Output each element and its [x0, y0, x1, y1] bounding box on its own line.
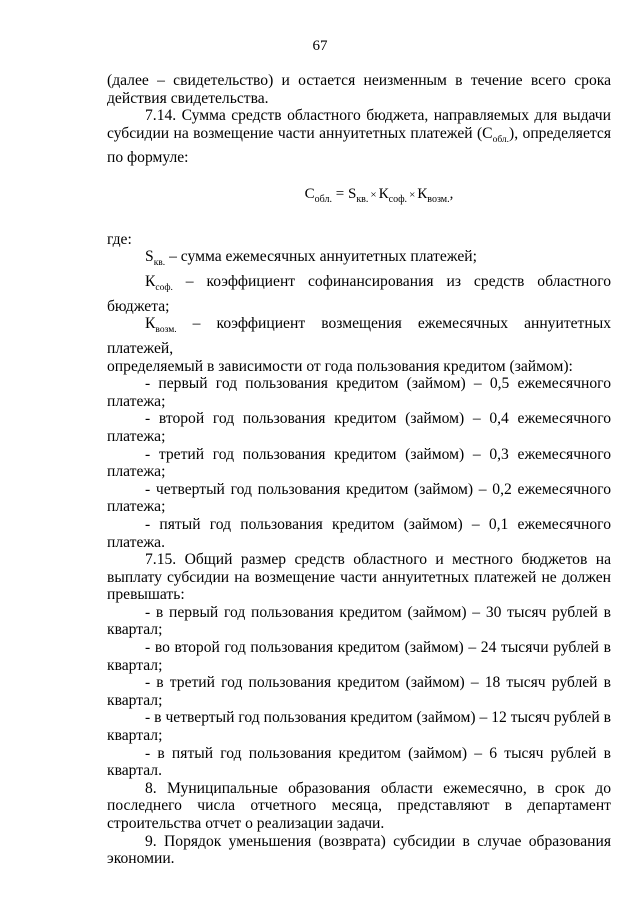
text-line: действия свидетельства.: [107, 89, 269, 107]
text-line: превышать:: [107, 586, 185, 604]
definition-subscript: соф.: [155, 283, 173, 294]
formula: [107, 186, 611, 209]
definition-text: – коэффициент возмещения ежемесячных аннуитетных платежей,: [107, 315, 611, 357]
text-line: 7.14. Сумма средств областного бюджета, направляемых для выдачи: [145, 107, 611, 125]
text-line: (далее – свидетельство) и остается неизменным в течение всего срока: [107, 72, 611, 89]
text-line: - в четвертый год пользования кредитом (займом) – 12 тысяч рублей в: [145, 709, 611, 727]
text-line: квартал.: [107, 762, 162, 780]
definition-symbol: К: [145, 272, 156, 290]
formula-subscript: кв.: [356, 194, 369, 206]
text-line: - третий год пользования кредитом (займом) – 0,3 ежемесячного: [145, 445, 611, 463]
text-line: выплату субсидии на возмещение части аннуитетных платежей не должен: [107, 568, 611, 586]
text-line: - в третий год пользования кредитом (займом) – 18 тысяч рублей в: [145, 674, 611, 692]
text-line: - пятый год пользования кредитом (займом) – 0,1 ежемесячного: [145, 515, 611, 533]
text-line: платежа;: [107, 463, 166, 481]
text-line: - первый год пользования кредитом (займом) – 0,5 ежемесячного: [145, 375, 611, 393]
formula-symbol: S: [347, 186, 357, 203]
definition-line: [107, 273, 611, 298]
text-line: платежа;: [107, 498, 166, 516]
text-line: 8. Муниципальные образования области ежемесячно, в срок до: [145, 779, 611, 797]
text-line: - в пятый год пользования кредитом (займом) – 6 тысяч рублей в: [145, 744, 611, 762]
text-line: платежа.: [107, 533, 165, 551]
definition-subscript: кв.: [153, 258, 166, 269]
text-subscript: обл.: [492, 134, 510, 145]
formula-symbol: С: [304, 186, 315, 203]
formula-symbol: ,: [449, 186, 454, 203]
formula-symbol: К: [378, 186, 389, 203]
text-line: по формуле:: [107, 149, 189, 167]
formula-operator: ×: [370, 189, 377, 202]
text-line: - четвертый год пользования кредитом (займом) – 0,2 ежемесячного: [145, 480, 611, 498]
text-line: 7.15. Общий размер средств областного и местного бюджетов на: [145, 551, 611, 569]
text-line: - в первый год пользования кредитом (займом) – 30 тысяч рублей в: [145, 603, 611, 621]
text-segment: ), определяется: [509, 124, 612, 142]
text-line: строительства отчет о реализации задачи.: [107, 815, 385, 832]
text-line: бюджета;: [107, 297, 170, 315]
text-line: экономии.: [107, 850, 175, 868]
text-line: платежа;: [107, 427, 166, 445]
formula-subscript: соф.: [388, 194, 408, 206]
page-number: 67: [312, 38, 328, 54]
text-line: определяемый в зависимости от года пользования кредитом (займом):: [107, 357, 573, 375]
definition-symbol: К: [145, 315, 156, 333]
text-line: платежа;: [107, 392, 166, 410]
document-body: [107, 72, 611, 868]
text-line: 9. Порядок уменьшения (возврата) субсидии в случае образования: [145, 832, 611, 850]
text-line: где:: [107, 230, 132, 248]
formula-symbol: =: [332, 186, 348, 203]
text-line: - во второй год пользования кредитом (займом) – 24 тысячи рублей в: [145, 639, 611, 657]
definition-line: [107, 248, 611, 273]
formula-subscript: возм.: [427, 194, 450, 206]
definition-subscript: возм.: [155, 325, 177, 336]
definition-text: – коэффициент софинансирования из средств областного: [172, 272, 611, 290]
text-line: квартал;: [107, 621, 163, 639]
formula-operator: ×: [409, 189, 416, 202]
text-line: квартал;: [107, 727, 163, 745]
definition-symbol: S: [145, 248, 154, 266]
text-segment: субсидии на возмещение части аннуитетных платежей (С: [107, 124, 493, 142]
text-line: последнего числа отчетного месяца, представляют в департамент: [107, 797, 611, 815]
definition-text: – сумма ежемесячных аннуитетных платежей;: [165, 248, 477, 266]
formula-subscript: обл.: [314, 194, 332, 206]
text-line: [107, 125, 611, 150]
definition-line: [107, 315, 611, 357]
text-line: квартал;: [107, 691, 163, 709]
text-line: - второй год пользования кредитом (займом) – 0,4 ежемесячного: [145, 410, 611, 428]
text-line: квартал;: [107, 656, 163, 674]
formula-symbol: К: [417, 186, 428, 203]
